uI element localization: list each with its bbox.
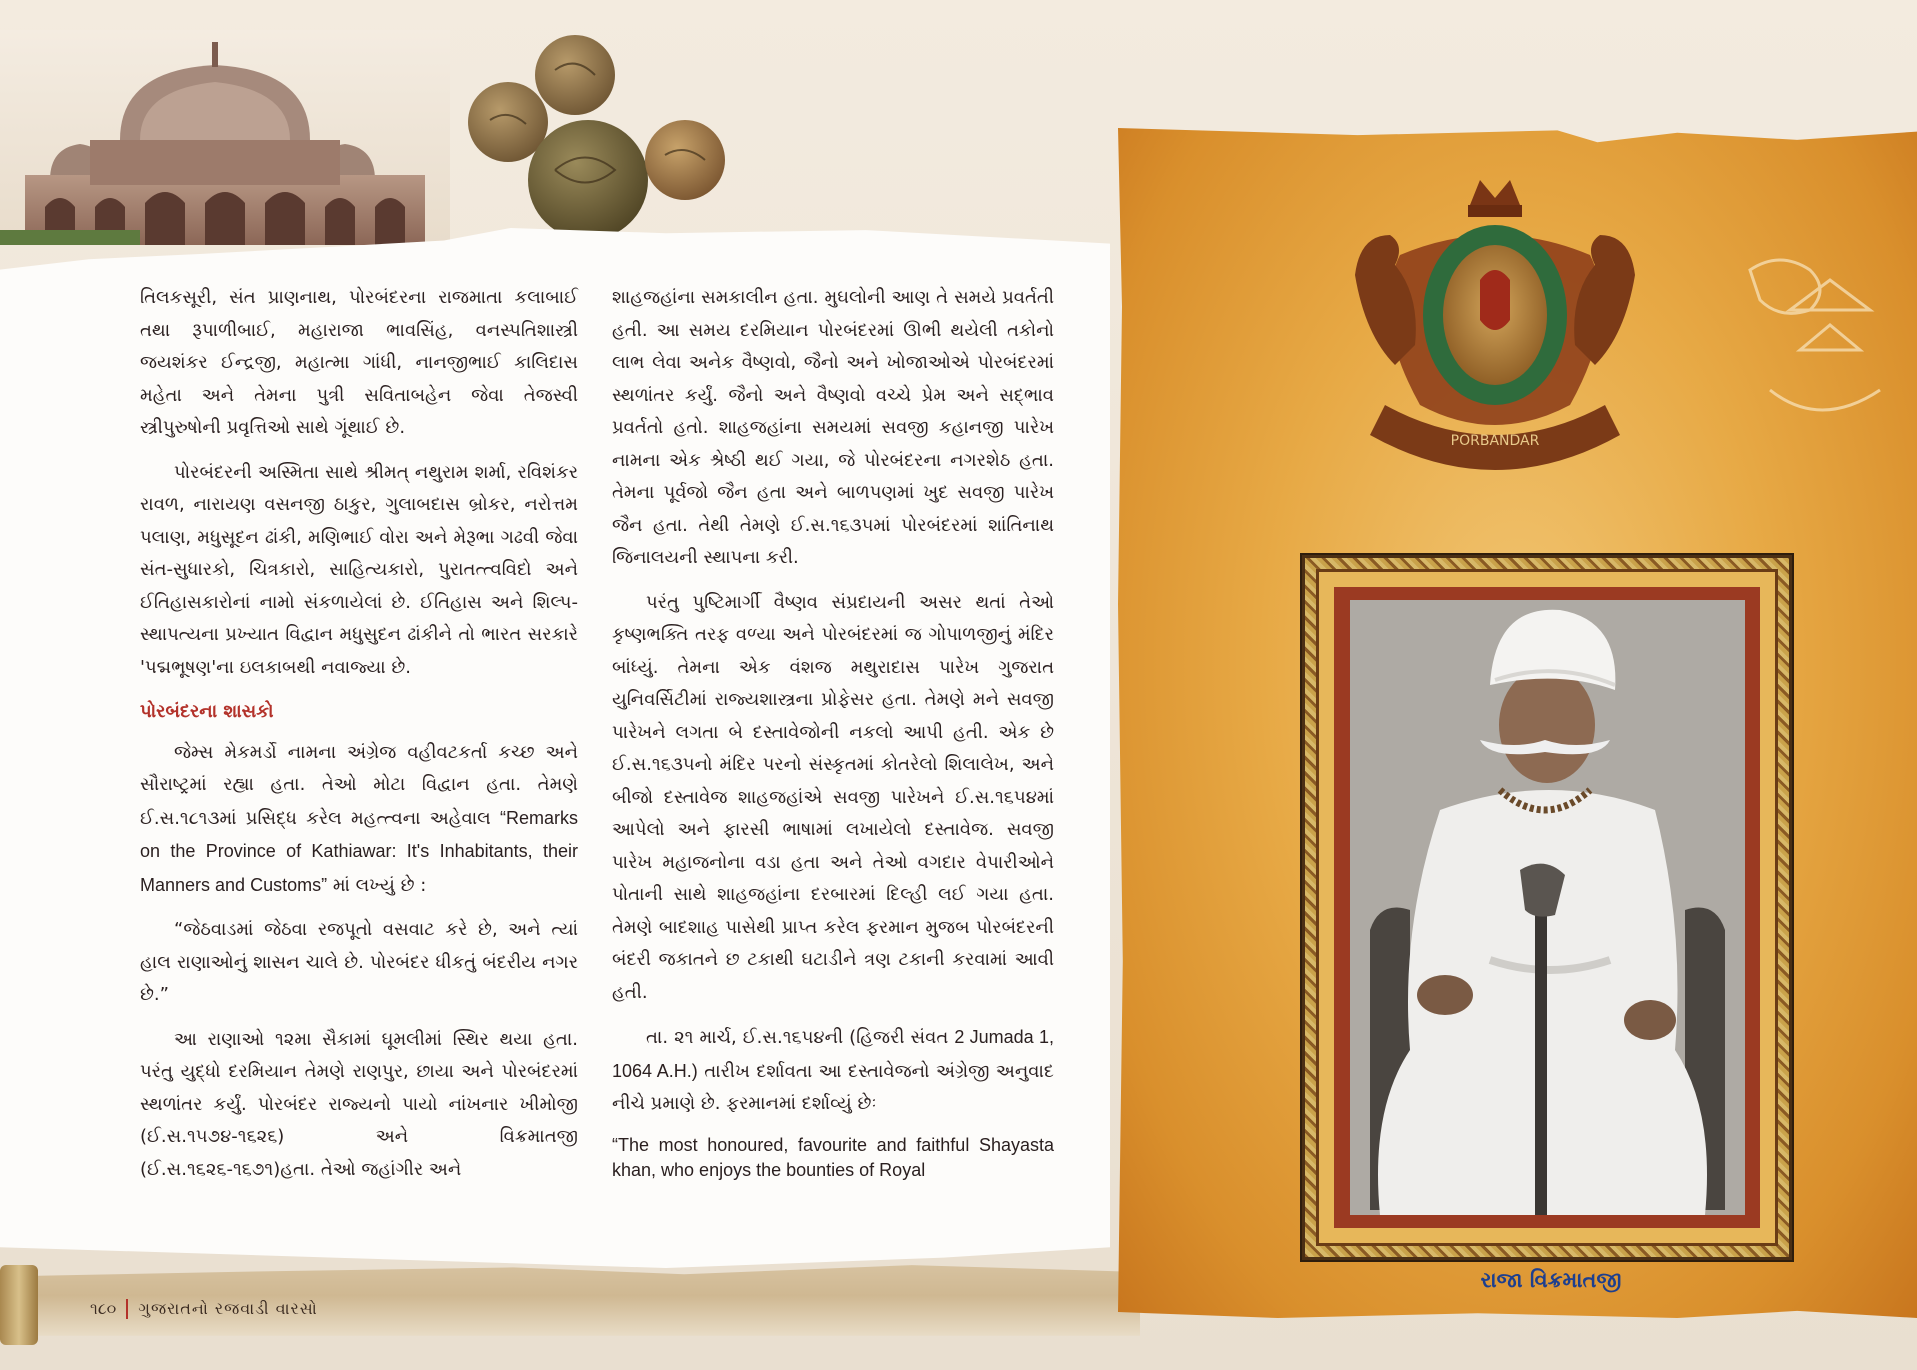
paragraph: પોરબંદરની અસ્મિતા સાથે શ્રીમત્ નથુરામ શર્મા, રવિશંકર રાવળ, નારાયણ વસનજી ઠાકુર, ગુલાબદાસ બ્રોકર, નરોત્તમ પલાણ, મધુસૂદન ઢાંકી, મણિભાઈ વોરા અને મેરૂભા ગઢવી જેવા સંત-સુધારકો, ચિત્રકારો, સાહિત્યકારો, પુરાતત્ત્વવિદો અને ઈતિહાસકારોનાં નામો સંકળાયેલાં છે. ઈતિહાસ અને શિલ્પ-સ્થાપત્યના પ્રખ્યાત વિદ્વાન મધુસુદન ઢાંકીને તો ભારત સરકારે 'પદ્મભૂષણ'ના ઇલકાબથી નવાજ્યા છે. bbox=[140, 461, 578, 678]
paragraph: પરંતુ પુષ્ટિમાર્ગી વૈષ્ણવ સંપ્રદાયની અસર થતાં તેઓ કૃષ્ણભક્તિ તરફ વળ્યા અને પોરબંદરમાં જ ગોપાળજીનું મંદિર બાંધ્યું. તેમના એક વંશજ મથુરાદાસ પારેખ ગુજરાત યુનિવર્સિટીમાં રાજ્યશાસ્ત્રના પ્રોફેસર હતા. તેમણે મને સવજી પારેખને લગતા બે દસ્તાવેજોની નકલો આપી હતી. એક છે ઈ.સ.૧૬૩૫નો મંદિર પરનો સંસ્કૃતમાં કોતરેલો શિલાલેખ, અને બીજો દસ્તાવેજ શાહજહાંએ સવજી પારેખને ઈ.સ.૧૬૫૪માં આપેલો અને ફારસી ભાષામાં લખાયેલો દસ્તાવેજ. સવજી પારેખ મહાજનોના વડા હતા અને તેઓ વગદાર વેપારીઓને પોતાની સાથે શાહજહાંના દરબારમાં દિલ્હી લઈ ગયા હતા. તેમણે બાદશાહ પાસેથી પ્રાપ્ત કરેલ ફરમાન મુજબ પોરબંદરની બંદરી જકાતને છ ટકાથી ઘટાડીને ત્રણ ટકાની કરવામાં આવી હતી. bbox=[612, 591, 1054, 1003]
coins-image bbox=[460, 20, 750, 250]
section-heading: પોરબંદરના શાસકો bbox=[140, 701, 274, 722]
paragraph: તિલકસૂરી, સંત પ્રાણનાથ, પોરબંદરના રાજમાતા કલાબાઈ તથા રૂપાળીબાઈ, મહારાજા ભાવસિંહ, વનસ્પતિશાસ્ત્રી જયશંકર ઈન્દ્રજી, મહાત્મા ગાંધી, નાનજીભાઈ કાલિદાસ મહેતા અને તેમના પુત્રી સવિતાબહેન જેવા તેજસ્વી સ્ત્રીપુરુષોની પ્રવૃત્તિઓ સાથે ગૂંથાઈ છે. bbox=[140, 287, 578, 438]
hijri-date: 2 Jumada 1, 1064 A.H.) bbox=[612, 1027, 1054, 1081]
paragraph-text: તારીખ દર્શાવતા આ દસ્તાવેજનો અંગ્રેજી અનુવાદ નીચે પ્રમાણે છે. ફરમાનમાં દર્શાવ્યું છેઃ bbox=[612, 1060, 1054, 1114]
quotation: “જેઠવાડમાં જેઠવા રજપૂતો વસવાટ કરે છે, અને ત્યાં હાલ રાણાઓનું શાસન ચાલે છે. પોરબંદર ધીકતું બંદરીય નગર છે.” bbox=[140, 919, 578, 1005]
paragraph-text: તા. ૨૧ માર્ચ, ઈ.સ.૧૬૫૪ની (હિજરી સંવત bbox=[646, 1027, 949, 1048]
palace-dome-image bbox=[0, 30, 450, 245]
paragraph: શાહજહાંના સમકાલીન હતા. મુઘલોની આણ તે સમયે પ્રવર્તતી હતી. આ સમય દરમિયાન પોરબંદરમાં ઊભી થયેલી તકોનો લાભ લેવા અનેક વૈષ્ણવો, જૈનો અને ખોજાઓએ પોરબંદરમાં સ્થળાંતર કર્યું. જૈનો અને વૈષ્ણવો વચ્ચે પ્રેમ અને સદ્ભાવ પ્રવર્તતો હતો. શાહજહાંના સમયમાં સવજી કહાનજી પારેખ નામના એક શ્રેષ્ઠી થઈ ગયા, જે પોરબંદરના નગરશેઠ હતા. તેમના પૂર્વજો જૈન હતા અને બાળપણમાં ખુદ સવજી પારેખ જૈન હતા. તેથી તેમણે ઈ.સ.૧૬૩૫માં પોરબંદરમાં શાંતિનાથ જિનાલયની સ્થાપના કરી. bbox=[612, 287, 1054, 568]
english-report-title: “Remarks on the Province of Kathiawar: It's Inhabitants, their Manners and Customs” bbox=[140, 807, 578, 895]
paragraph: આ રાણાઓ ૧૨મા સૈકામાં ઘૂમલીમાં સ્થિર થયા હતા. પરંતુ યુદ્ધો દરમિયાન તેમણે રાણપુર, છાયા અને પોરબંદરમાં સ્થળાંતર કર્યું. પોરબંદર રાજ્યનો પાયો નાંખનાર ખીમોજી (ઈ.સ.૧૫૭૪-૧૬૨૬) અને વિક્રમાતજી (ઈ.સ.૧૬૨૬-૧૬૭૧)હતા. તેઓ જહાંગીર અને bbox=[140, 1028, 578, 1180]
paragraph-text: જેમ્સ મેકમર્ડો નામના અંગ્રેજ વહીવટકર્તા કચ્છ અને સૌરાષ્ટ્રમાં રહ્યા હતા. તેઓ મોટા વિદ્વાન હતા. તેમણે ઈ.સ.૧૮૧૩માં પ્રસિદ્ધ કરેલ મહત્ત્વના અહેવાલ bbox=[140, 741, 578, 829]
page-number: ૧૮૦ bbox=[90, 1299, 128, 1319]
portrait-photo bbox=[1350, 600, 1745, 1215]
book-title: ગુજરાતનો રજવાડી વારસો bbox=[138, 1299, 318, 1318]
right-text-column bbox=[612, 282, 1054, 1195]
raja-portrait-image bbox=[1350, 600, 1745, 1215]
left-text-column bbox=[140, 282, 578, 1198]
scroll-roll-decoration bbox=[0, 1265, 38, 1345]
page-footer bbox=[90, 1296, 318, 1322]
porbandar-coat-of-arms bbox=[1340, 165, 1650, 500]
english-quotation: “The most honoured, favourite and faithful Shayasta khan, who enjoys the bounties of Royal bbox=[612, 1134, 1054, 1180]
crest-banner-text: PORBANDAR bbox=[1450, 433, 1540, 449]
faint-crest-watermark bbox=[1730, 240, 1917, 440]
paragraph bbox=[140, 737, 578, 903]
paragraph-text: માં લખ્યું છે : bbox=[332, 874, 427, 896]
paragraph bbox=[612, 1021, 1054, 1121]
portrait-caption: રાજા વિક્રમાતજી bbox=[1480, 1268, 1622, 1292]
header-images bbox=[0, 0, 1120, 260]
